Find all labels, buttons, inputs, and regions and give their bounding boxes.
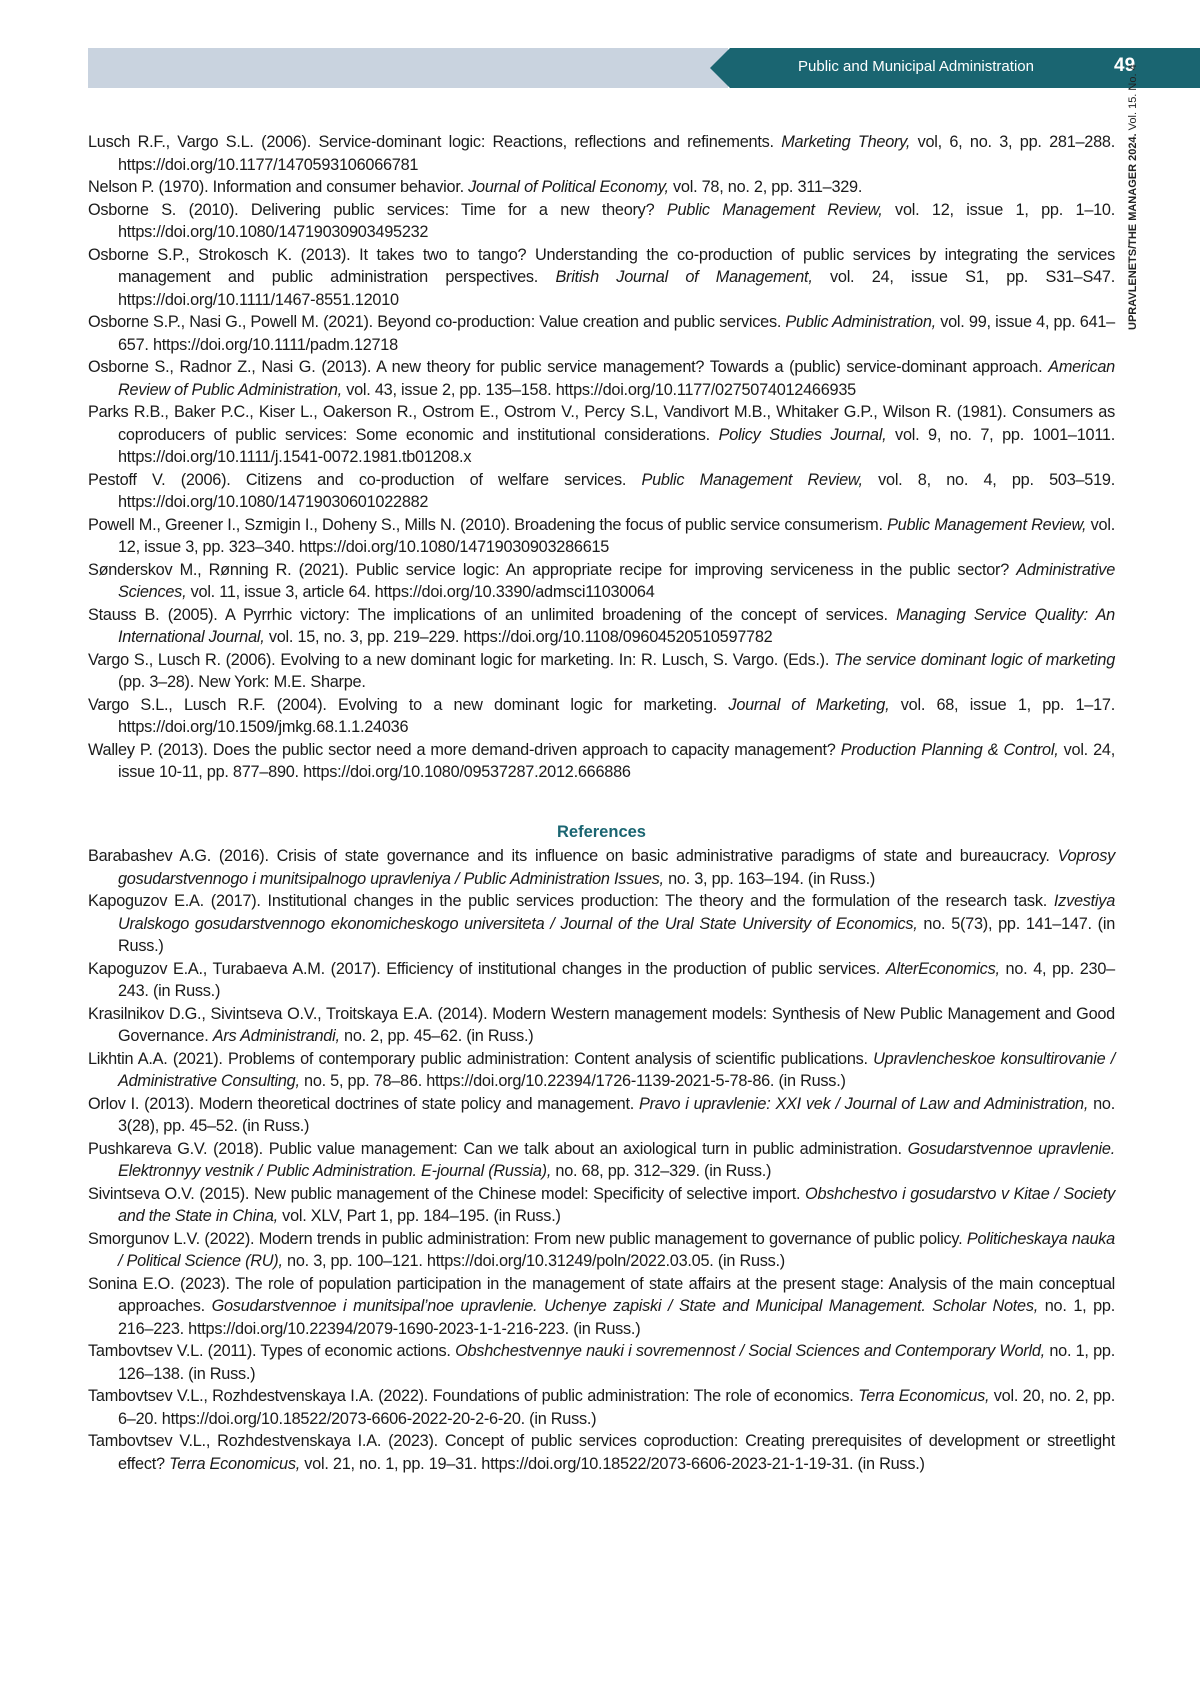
reference-entry [88,559,1115,604]
reference-source: Gosudarstvennoe i munitsipal’noe upravlenie. Uchenye zapiski / State and Municipal Management. Scholar Notes, [211,1297,1039,1315]
reference-list [88,131,1115,784]
reference-text: Vargo S.L., Lusch R.F. (2004). Evolving to a new dominant logic for marketing. [88,695,729,714]
reference-text: Pestoff V. (2006). Citizens and co-production of welfare services. [88,470,642,489]
reference-source: Public Management Review, [887,515,1087,534]
reference-entry [88,356,1115,401]
reference-details: vol. 12, issue 3, pp. 323–340. https://doi.org/10.1080/14719030903286615 [118,515,1115,556]
reference-details: vol. 68, issue 1, pp. 1–17. https://doi.org/10.1509/jmkg.68.1.1.24036 [118,695,1115,736]
references-heading: References [557,823,646,841]
reference-source: Upravlencheskoe konsultirovanie / Administrative Consulting, [118,1049,1115,1090]
reference-source: Managing Service Quality: An International Journal, [118,605,1115,646]
reference-details: no. 3(28), pp. 45–52. (in Russ.) [118,1094,1115,1135]
reference-text: Tambovtsev V.L. (2011). Types of economic actions. [88,1342,456,1360]
reference-entry [88,649,1115,694]
reference-text: Orlov I. (2013). Modern theoretical doctrines of state policy and management. [88,1094,639,1113]
reference-details: no. 3, pp. 163–194. (in Russ.) [663,869,876,888]
reference-source: Public Administration, [785,313,936,331]
reference-text: Osborne S.P., Strokosch K. (2013). It takes two to tango? Understanding the co-production of public services by integrating the services management and public administration perspectives. [88,245,1115,286]
reference-source: Obshchestvennye nauki i sovremennost / Social Sciences and Contemporary World, [455,1342,1045,1360]
reference-source: Voprosy gosudarstvennogo i munitsipalnogo upravleniya / Public Administration Issues, [118,847,1115,888]
reference-text: Kapoguzov E.A. (2017). Institutional changes in the public services production: The theory and the formulation of the research task. [88,892,1054,910]
reference-details: vol. 11, issue 3, article 64. https://doi.org/10.3390/admsci11030064 [186,583,655,601]
reference-details: no. 2, pp. 45–62. (in Russ.) [339,1027,534,1045]
reference-source: Public Management Review, [666,200,883,219]
reference-text: Walley P. (2013). Does the public sector need a more demand-driven approach to capacity management? [88,740,841,759]
reference-source: Policy Studies Journal, [718,425,887,444]
reference-details: vol. 43, issue 2, pp. 135–158. https://doi.org/10.1177/0275074012466935 [341,380,856,399]
reference-source: Administrative Sciences, [118,560,1115,601]
reference-details: no. 5(73), pp. 141–147. (in Russ.) [118,914,1116,955]
section-title: Public and Municipal Administration [798,58,1034,75]
reference-entry [88,1093,1115,1138]
reference-source: Journal of Political Economy, [468,178,669,196]
reference-text: Osborne S.P., Nasi G., Powell M. (2021). Beyond co-production: Value creation and public services. [88,313,786,331]
reference-source: Journal of Marketing, [728,695,890,714]
page-number: 49 [1114,55,1136,76]
reference-entry [88,1430,1115,1475]
reference-source: Terra Economicus, [858,1387,990,1405]
reference-entry [88,845,1115,890]
journal-sidebar [1127,64,1139,330]
reference-source: Gosudarstvennoe upravlenie. Elektronnyy vestnik / Public Administration. E-journal (Russia), [118,1139,1116,1180]
reference-entry [88,1340,1115,1385]
reference-details: no. 1, pp. 126–138. (in Russ.) [118,1342,1115,1383]
reference-source: Marketing Theory, [781,133,911,151]
reference-source: British Journal of Management, [555,268,813,286]
reference-text: Likhtin A.A. (2021). Problems of contemporary public administration: Content analysis of scientific publications. [88,1049,874,1068]
journal-issue: Vol. 15. No. 4 [1127,64,1139,131]
reference-details: vol. 99, issue 4, pp. 641–657. https://doi.org/10.1111/padm.12718 [118,313,1115,354]
reference-text: Vargo S., Lusch R. (2006). Evolving to a new dominant logic for marketing. In: R. Lusch, S. Vargo. (Eds.). [88,650,834,669]
reference-text: Lusch R.F., Vargo S.L. (2006). Service-dominant logic: Reactions, reflections and refinements. [88,133,782,151]
reference-text: Tambovtsev V.L., Rozhdestvenskaya I.A. (2022). Foundations of public administration: The role of economics. [88,1387,859,1405]
reference-details: vol. XLV, Part 1, pp. 184–195. (in Russ.) [277,1207,561,1225]
reference-entry [88,958,1115,1003]
reference-entry [88,469,1115,514]
reference-details: vol. 21, no. 1, pp. 19–31. https://doi.org/10.18522/2073-6606-2023-21-1-19-31. (in Russ.) [300,1454,925,1473]
reference-entry [88,514,1115,559]
reference-text: Smorgunov L.V. (2022). Modern trends in public administration: From new public management to governance of public policy. [88,1229,967,1248]
journal-name: UPRAVLENETS/THE MANAGER 2024. [1127,133,1139,330]
reference-text: Powell M., Greener I., Szmigin I., Doheny S., Mills N. (2010). Broadening the focus of public service consumerism. [88,515,888,534]
reference-details: vol. 15, no. 3, pp. 219–229. https://doi.org/10.1108/09604520510597782 [264,628,773,646]
reference-entry [88,1003,1115,1048]
reference-details: vol, 6, no. 3, pp. 281–288. https://doi.org/10.1177/1470593106066781 [118,133,1116,174]
reference-entry [88,1183,1115,1228]
reference-entry [88,1385,1115,1430]
reference-text: Sonina E.O. (2023). The role of population participation in the management of state affairs at the present stage: Analysis of the main conceptual approaches. [88,1274,1115,1315]
reference-text: Nelson P. (1970). Information and consumer behavior. [88,178,469,196]
references-list-translit [88,845,1115,1475]
reference-details: no. 5, pp. 78–86. https://doi.org/10.22394/1726-1139-2021-5-78-86. (in Russ.) [299,1072,846,1090]
reference-entry [88,1048,1115,1093]
reference-entry [88,131,1115,176]
reference-source: Politicheskaya nauka / Political Science (RU), [118,1229,1115,1270]
reference-details: no. 3, pp. 100–121. https://doi.org/10.31249/poln/2022.03.05. (in Russ.) [282,1252,785,1270]
reference-details: no. 4, pp. 230–243. (in Russ.) [118,959,1115,1000]
reference-text: Parks R.B., Baker P.C., Kiser L., Oakerson R., Ostrom E., Ostrom V., Percy S.L, Vandivort M.B., Whitaker G.P., Wilson R. (1981). Consumers as coproducers of public services: Some economic and institutional considerations. [88,403,1115,444]
reference-entry [88,244,1115,312]
reference-text: Sønderskov M., Rønning R. (2021). Public service logic: An appropriate recipe for improving serviceness in the public sector? [88,560,1017,579]
reference-details: vol. 8, no. 4, pp. 503–519. https://doi.org/10.1080/14719030601022882 [118,470,1115,511]
reference-text: Kapoguzov E.A., Turabaeva A.M. (2017). Efficiency of institutional changes in the production of public services. [88,959,886,978]
reference-text: Sivintseva O.V. (2015). New public management of the Chinese model: Specificity of selective import. [88,1184,806,1203]
reference-details: vol. 12, issue 1, pp. 1–10. https://doi.org/10.1080/14719030903495232 [118,200,1116,241]
reference-source: Obshchestvo i gosudarstvo v Kitae / Society and the State in China, [118,1184,1115,1225]
reference-details: no. 68, pp. 312–329. (in Russ.) [551,1162,772,1180]
reference-details: no. 1, pp. 216–223. https://doi.org/10.22394/2079-1690-2023-1-1-216-223. (in Russ.) [118,1297,1115,1338]
reference-source: Terra Economicus, [169,1454,300,1473]
reference-source: Production Planning & Control, [840,740,1059,759]
reference-details: vol. 78, no. 2, pp. 311–329. [668,178,863,196]
reference-text: Krasilnikov D.G., Sivintseva O.V., Troitskaya E.A. (2014). Modern Western management models: Synthesis of New Public Management and Good Governance. [88,1004,1115,1045]
reference-details: vol. 24, issue 10-11, pp. 877–890. https://doi.org/10.1080/09537287.2012.666886 [118,740,1115,781]
reference-source: AlterEconomics, [885,959,1000,978]
reference-text: Barabashev A.G. (2016). Crisis of state governance and its influence on basic administrative paradigms of state and bureaucracy. [88,847,1058,865]
reference-entry [88,1138,1115,1183]
reference-entry [88,176,1115,199]
reference-details: vol. 20, no. 2, pp. 6–20. https://doi.org/10.18522/2073-6606-2022-20-2-6-20. (in Russ.) [118,1387,1115,1428]
reference-source: Pravo i upravlenie: XXI vek / Journal of Law and Administration, [639,1094,1089,1113]
reference-entry [88,694,1115,739]
reference-details: (pp. 3–28). New York: M.E. Sharpe. [118,673,366,691]
reference-details: vol. 9, no. 7, pp. 1001–1011. https://doi.org/10.1111/j.1541-0072.1981.tb01208.x [118,425,1115,466]
reference-text: Stauss B. (2005). A Pyrrhic victory: The implications of an unlimited broadening of the concept of services. [88,605,897,624]
reference-entry [88,604,1115,649]
reference-source: Izvestiya Uralskogo gosudarstvennogo ekonomicheskogo universiteta / Journal of the Ural State University of Economics, [118,892,1115,933]
reference-source: Public Management Review, [641,470,863,489]
header-bar [88,48,728,88]
reference-source: The service dominant logic of marketing [833,650,1115,669]
reference-source: Ars Administrandi, [212,1027,340,1045]
reference-entry [88,199,1115,244]
reference-text: Pushkareva G.V. (2018). Public value management: Can we talk about an axiological turn in public administration. [88,1139,908,1158]
reference-entry [88,1273,1115,1341]
reference-details: vol. 24, issue S1, pp. S31–S47. https://doi.org/10.1111/1467-8551.12010 [118,268,1115,309]
reference-text: Osborne S. (2010). Delivering public services: Time for a new theory? [88,200,667,219]
reference-entry [88,311,1115,356]
reference-text: Osborne S., Radnor Z., Nasi G. (2013). A new theory for public service management? Towards a (public) service-dominant approach. [88,358,1049,376]
reference-entry [88,1228,1115,1273]
reference-source: American Review of Public Administration, [118,358,1115,399]
reference-entry [88,739,1115,784]
reference-entry [88,890,1115,958]
reference-entry [88,401,1115,469]
reference-text: Tambovtsev V.L., Rozhdestvenskaya I.A. (2023). Concept of public services coproduction: Creating prerequisites of development or streetlight effect? [88,1432,1115,1473]
